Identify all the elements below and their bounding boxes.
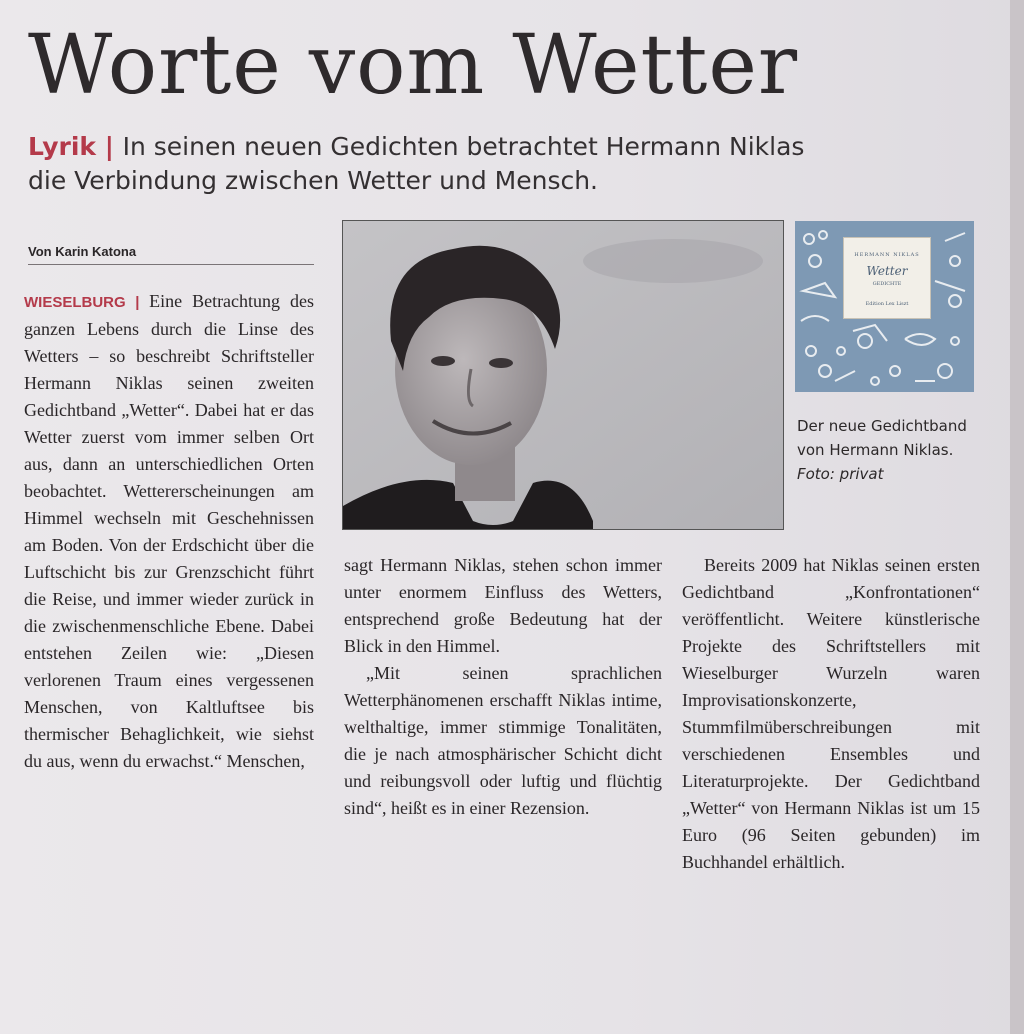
teaser	[28, 130, 848, 198]
byline: Von Karin Katona	[28, 244, 314, 265]
page-edge	[1010, 0, 1024, 1034]
column-2-paragraph-1: sagt Hermann Niklas, stehen schon immer unter enormem Einfluss des Wetters, entsprechend große Bedeutung hat der Blick in den Himmel.	[344, 555, 662, 656]
article-column-3	[682, 552, 980, 876]
cover-author: HERMANN NIKLAS	[854, 252, 920, 258]
article-column-1	[24, 288, 314, 775]
cover-title: Wetter	[866, 264, 908, 278]
dateline: WIESELBURG	[24, 294, 126, 311]
column-3-paragraph-1: Bereits 2009 hat Niklas seinen ersten Gedichtband „Konfrontationen“ veröffentlicht. Weitere künstlerische Projekte des Schriftstellers mit Wieselburger Wurzeln waren Improvisationskonzerte, Stummfilmüberschreibungen mit verschiedenen Ensembles und Literaturprojekte. Der Gedichtband „Wetter“ von Hermann Niklas ist um 15 Euro (96 Seiten gebunden) im Buchhandel erhältlich.	[682, 555, 980, 872]
cover-subtitle: GEDICHTE	[872, 281, 902, 287]
article-column-2	[344, 552, 662, 822]
photo-caption	[797, 414, 987, 486]
cover-publisher: Edition Lex Liszt	[865, 301, 909, 307]
caption-text: Der neue Gedichtband von Hermann Niklas.	[797, 417, 967, 459]
portrait-image	[343, 221, 783, 529]
teaser-text: In seinen neuen Gedichten betrachtet Hermann Niklas die Verbindung zwischen Wetter und Mensch.	[28, 132, 805, 195]
teaser-kicker: Lyrik	[28, 132, 97, 161]
column-1-text: Eine Betrachtung des ganzen Lebens durch die Linse des Wetters – so beschreibt Schriftsteller Hermann Niklas seinen zweiten Gedichtband „Wetter“. Dabei hat er das Wetter zuerst vom immer selben Ort aus, dann an unterschiedlichen Orten beobachtet. Wettererscheinungen am Himmel wechseln mit Geschehnissen am Boden. Von der Erdschicht über die Luftschicht bis zur Grenzschicht führt die Reise, und immer wieder zurück in die zwischenmenschliche Ebene. Dabei entstehen Zeilen wie: „Diesen verlorenen Traum eines vergessenen Menschen, von Kaltluftsee bis thermischer Behaglichkeit, wie siehst du aus, wenn du erwachst.“ Menschen,	[24, 291, 314, 771]
book-cover	[795, 221, 974, 392]
book-cover-label	[844, 238, 930, 318]
column-2-paragraph-2: „Mit seinen sprachlichen Wetterphänomenen erschafft Niklas intime, welthaltige, immer stimmige Tonalitäten, die je nach atmosphärischer Schicht dicht und reibungsvoll oder luftig und flüchtig sind“, heißt es in einer Rezension.	[344, 663, 662, 818]
photo-credit: Foto: privat	[797, 465, 884, 483]
dateline-separator: |	[125, 294, 150, 311]
headline: Worte vom Wetter	[28, 18, 799, 113]
author-photo	[342, 220, 784, 530]
teaser-separator: |	[96, 132, 123, 161]
